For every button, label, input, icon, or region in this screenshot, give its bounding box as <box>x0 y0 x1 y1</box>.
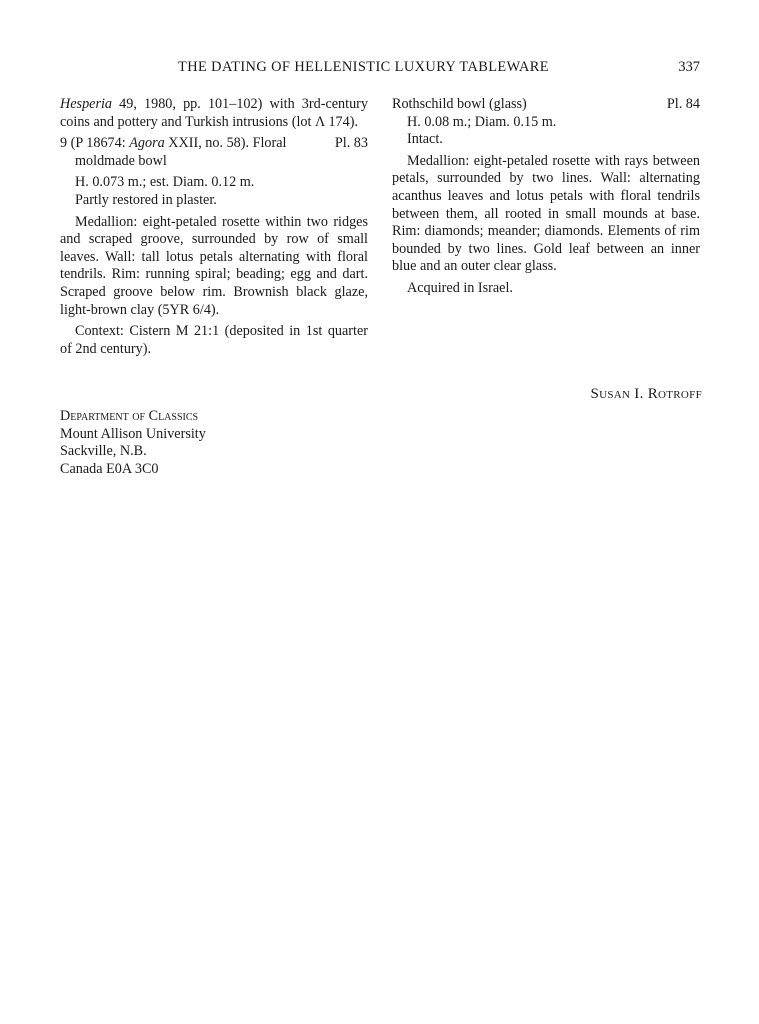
entry-9-context: Context: Cistern M 21:1 (deposited in 1st quarter of 2nd century). <box>60 323 368 357</box>
address-city: Sackville, N.B. <box>60 443 147 460</box>
address-country: Canada E0A 3C0 <box>60 460 159 477</box>
entry-9-heading <box>60 135 368 170</box>
entry-9-head-post: XXII, no. 58). Floral moldmade bowl <box>75 135 287 169</box>
rothschild-title: Rothschild bowl (glass) <box>392 96 527 112</box>
running-header <box>60 59 700 79</box>
entry-9-condition: Partly restored in plaster. <box>75 191 217 208</box>
author-address <box>60 408 206 478</box>
entry-9-dimensions: H. 0.073 m.; est. Diam. 0.12 m. <box>75 174 255 191</box>
left-column <box>60 96 368 358</box>
rothschild-description: Medallion: eight-petaled rosette with rays between petals, surrounded by two lines. Wall: alternating acanthus leaves and lotus petals with floral tendrils between them, all rooted in small mounds at base. Rim: diamonds; meander; diamonds. Elements of rim bounded by two lines. Gold leaf between an inner blue and an outer clear glass. <box>392 152 700 275</box>
entry-9-head-journal: Agora <box>129 135 165 152</box>
rothschild-heading <box>392 96 700 114</box>
entry-9-description: Medallion: eight-petaled rosette within two ridges and scraped groove, surrounded by row of small leaves. Wall: tall lotus petals alternating with floral tendrils. Rim: running spiral; beading; egg and dart. Scraped groove below rim. Brownish black glaze, light-brown clay (5YR 6/4). <box>60 213 368 318</box>
address-department: Department of Classics <box>60 408 199 424</box>
continuation-paragraph <box>60 96 368 131</box>
entry-9-head-pre: 9 (P 18674: <box>60 135 130 152</box>
journal-title: Hesperia <box>60 96 113 112</box>
right-column <box>392 96 700 298</box>
rothschild-plate: Pl. 84 <box>666 96 700 112</box>
author-signature: Susan I. Rotroff <box>590 386 702 402</box>
entry-9-plate: Pl. 83 <box>334 135 368 152</box>
running-title: THE DATING OF HELLENISTIC LUXURY TABLEWARE <box>178 59 549 75</box>
rothschild-dimensions: H. 0.08 m.; Diam. 0.15 m. <box>407 113 557 130</box>
rothschild-condition: Intact. <box>407 131 443 148</box>
continuation-text: 49, 1980, pp. 101–102) with 3rd-century coins and pottery and Turkish intrusions (lot Λ 174). <box>60 96 368 130</box>
page-number: 337 <box>678 59 700 75</box>
address-university: Mount Allison University <box>60 425 206 442</box>
rothschild-acquired: Acquired in Israel. <box>407 279 513 296</box>
